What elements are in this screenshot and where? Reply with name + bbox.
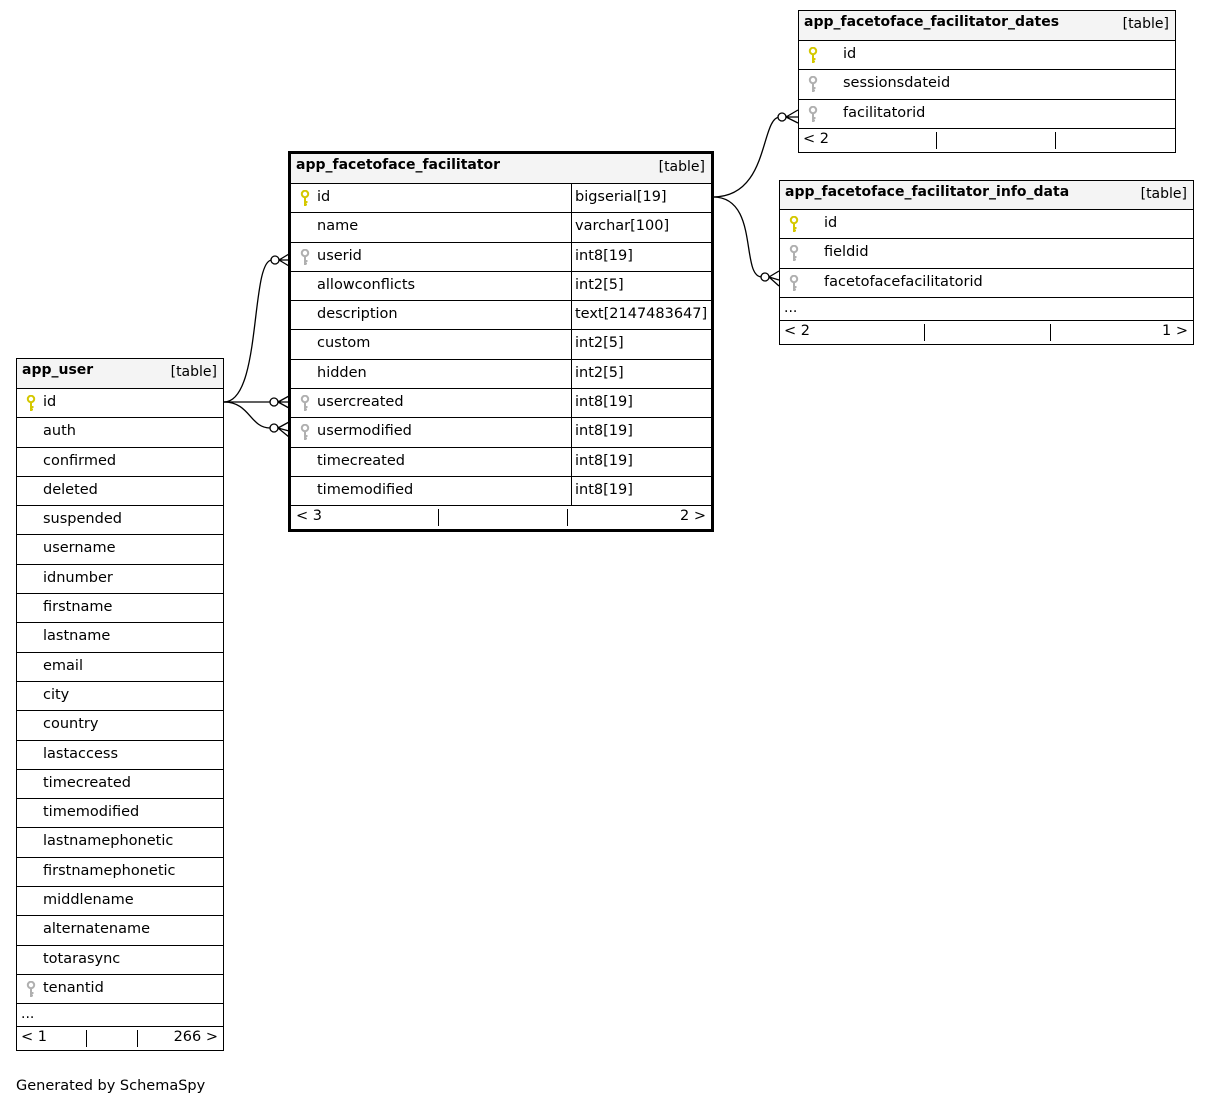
foreign-key-icon	[808, 106, 818, 123]
column-row	[291, 213, 711, 242]
column-name[interactable]: deleted	[43, 481, 98, 498]
column-type: text[2147483647]	[575, 306, 708, 323]
column-type: int2[5]	[575, 276, 624, 293]
primary-key-icon	[26, 395, 36, 412]
column-name[interactable]: timemodified	[317, 481, 414, 498]
column-row	[17, 389, 223, 418]
column-row	[291, 272, 711, 301]
column-divider	[571, 272, 572, 300]
column-row	[17, 828, 223, 857]
table-footer	[291, 506, 711, 529]
column-row	[291, 301, 711, 330]
table-header	[799, 11, 1175, 41]
column-name[interactable]: lastaccess	[43, 745, 119, 762]
column-list	[17, 389, 223, 1004]
column-row	[17, 418, 223, 447]
column-name[interactable]: confirmed	[43, 452, 117, 469]
children-count[interactable]: 266 >	[173, 1029, 218, 1046]
more-columns: ...	[17, 1004, 223, 1027]
column-name[interactable]: facetofacefacilitatorid	[824, 273, 983, 290]
column-row	[291, 184, 711, 213]
column-row	[17, 916, 223, 945]
column-divider	[571, 360, 572, 388]
column-row	[291, 360, 711, 389]
column-divider	[571, 389, 572, 417]
column-name[interactable]: totarasync	[43, 950, 121, 967]
column-row	[17, 858, 223, 887]
table-header	[17, 359, 223, 389]
column-name[interactable]: middlename	[43, 892, 134, 909]
parents-count[interactable]: < 2	[784, 322, 810, 339]
table-name: app_facetoface_facilitator_info_data	[785, 184, 1070, 200]
column-row	[291, 477, 711, 506]
column-divider	[571, 448, 572, 476]
column-list	[799, 41, 1175, 129]
column-name[interactable]: id	[43, 394, 57, 410]
column-name[interactable]: alternatename	[43, 921, 151, 938]
column-name[interactable]: lastname	[43, 628, 111, 645]
column-list	[780, 210, 1193, 298]
column-divider	[571, 477, 572, 505]
column-type: int8[19]	[575, 423, 633, 440]
table-name: app_facetoface_facilitator	[296, 157, 501, 173]
edge-user-userid	[224, 260, 272, 402]
primary-key-icon	[789, 216, 799, 233]
column-name[interactable]: id	[843, 46, 857, 62]
column-row	[17, 477, 223, 506]
table-kind: [table]	[658, 159, 705, 175]
column-type: bigserial[19]	[575, 189, 667, 205]
column-row	[799, 70, 1175, 99]
column-row	[17, 682, 223, 711]
foreign-key-icon	[789, 245, 799, 262]
table-footer	[780, 321, 1193, 344]
column-name[interactable]: lastnamephonetic	[43, 833, 174, 850]
column-name[interactable]: usercreated	[317, 394, 404, 411]
column-row	[780, 239, 1193, 268]
column-name[interactable]: email	[43, 657, 83, 674]
column-name[interactable]: id	[317, 189, 331, 205]
column-name[interactable]: tenantid	[43, 979, 104, 996]
column-row	[17, 741, 223, 770]
foreign-key-icon	[789, 275, 799, 292]
table-app-user	[16, 358, 224, 1051]
column-name[interactable]: fieldid	[824, 244, 869, 261]
column-name[interactable]: custom	[317, 335, 371, 352]
column-row	[780, 269, 1193, 298]
column-list	[291, 184, 711, 506]
children-count[interactable]: 2 >	[680, 508, 706, 525]
column-row	[17, 448, 223, 477]
generated-by-label: Generated by SchemaSpy	[16, 1078, 206, 1094]
column-type: int2[5]	[575, 364, 624, 381]
column-row	[17, 770, 223, 799]
column-name[interactable]: name	[317, 218, 359, 235]
column-row	[799, 41, 1175, 70]
column-row	[291, 448, 711, 477]
table-footer	[17, 1027, 223, 1050]
column-row	[17, 711, 223, 740]
column-row	[17, 946, 223, 975]
column-name[interactable]: sessionsdateid	[843, 75, 951, 92]
column-row	[17, 887, 223, 916]
column-name[interactable]: timecreated	[43, 774, 131, 791]
column-name[interactable]: timecreated	[317, 452, 405, 469]
edge-user-usermodified	[224, 402, 270, 428]
column-divider	[571, 418, 572, 446]
crow-foot-usercreated	[270, 396, 289, 408]
table-app-facetoface-facilitator-dates	[798, 10, 1176, 153]
column-name[interactable]: username	[43, 540, 116, 557]
column-row	[17, 799, 223, 828]
table-kind: [table]	[170, 364, 217, 380]
column-type: int2[5]	[575, 335, 624, 352]
column-row	[17, 975, 223, 1004]
column-name[interactable]: auth	[43, 423, 76, 440]
column-name[interactable]: allowconflicts	[317, 276, 416, 293]
primary-key-icon	[300, 190, 310, 207]
column-divider	[571, 213, 572, 241]
crow-foot-userid	[271, 254, 289, 266]
column-type: int8[19]	[575, 452, 633, 469]
column-name[interactable]: userid	[317, 247, 362, 264]
column-name[interactable]: facilitatorid	[843, 104, 926, 121]
table-kind: [table]	[1122, 16, 1169, 32]
foreign-key-icon	[300, 395, 310, 412]
table-header	[291, 154, 711, 184]
column-row	[17, 653, 223, 682]
foreign-key-icon	[808, 76, 818, 93]
column-row	[17, 623, 223, 652]
column-row	[291, 330, 711, 359]
crow-foot-info	[761, 271, 779, 286]
column-name[interactable]: firstname	[43, 599, 113, 616]
column-name[interactable]: idnumber	[43, 569, 113, 586]
column-row	[17, 535, 223, 564]
column-row	[17, 594, 223, 623]
primary-key-icon	[808, 47, 818, 64]
edge-facilitator-info	[713, 197, 762, 277]
parents-count[interactable]: < 1	[21, 1029, 47, 1046]
table-app-facetoface-facilitator	[288, 151, 714, 532]
foreign-key-icon	[300, 424, 310, 441]
column-name[interactable]: country	[43, 716, 99, 733]
column-name[interactable]: hidden	[317, 364, 367, 381]
more-columns: ...	[780, 298, 1193, 321]
crow-foot-usermodified	[270, 422, 289, 437]
table-app-facetoface-facilitator-info-data	[779, 180, 1194, 345]
table-kind: [table]	[1140, 186, 1187, 202]
column-name[interactable]: timemodified	[43, 804, 140, 821]
parents-count[interactable]: < 2	[803, 130, 829, 147]
column-name[interactable]: id	[824, 215, 838, 231]
column-name[interactable]: city	[43, 686, 70, 703]
column-name[interactable]: firstnamephonetic	[43, 862, 176, 879]
column-name[interactable]: usermodified	[317, 423, 412, 440]
table-name: app_facetoface_facilitator_dates	[804, 14, 1060, 30]
table-footer	[799, 129, 1175, 152]
parents-count[interactable]: < 3	[296, 508, 322, 525]
column-divider	[571, 330, 572, 358]
column-type: varchar[100]	[575, 218, 670, 235]
crow-foot-dates	[778, 110, 798, 123]
column-row	[799, 100, 1175, 129]
column-row	[17, 565, 223, 594]
column-type: int8[19]	[575, 247, 633, 264]
table-header	[780, 181, 1193, 210]
edge-facilitator-dates	[713, 117, 780, 197]
column-row	[291, 418, 711, 447]
column-type: int8[19]	[575, 481, 633, 498]
column-divider	[571, 184, 572, 212]
column-row	[17, 506, 223, 535]
column-divider	[571, 243, 572, 271]
foreign-key-icon	[300, 249, 310, 266]
column-row	[780, 210, 1193, 239]
column-name[interactable]: suspended	[43, 511, 122, 528]
column-type: int8[19]	[575, 394, 633, 411]
children-count[interactable]: 1 >	[1162, 322, 1188, 339]
column-row	[291, 389, 711, 418]
column-name[interactable]: description	[317, 306, 398, 323]
foreign-key-icon	[26, 981, 36, 998]
table-name: app_user	[22, 362, 94, 378]
column-row	[291, 243, 711, 272]
column-divider	[571, 301, 572, 329]
